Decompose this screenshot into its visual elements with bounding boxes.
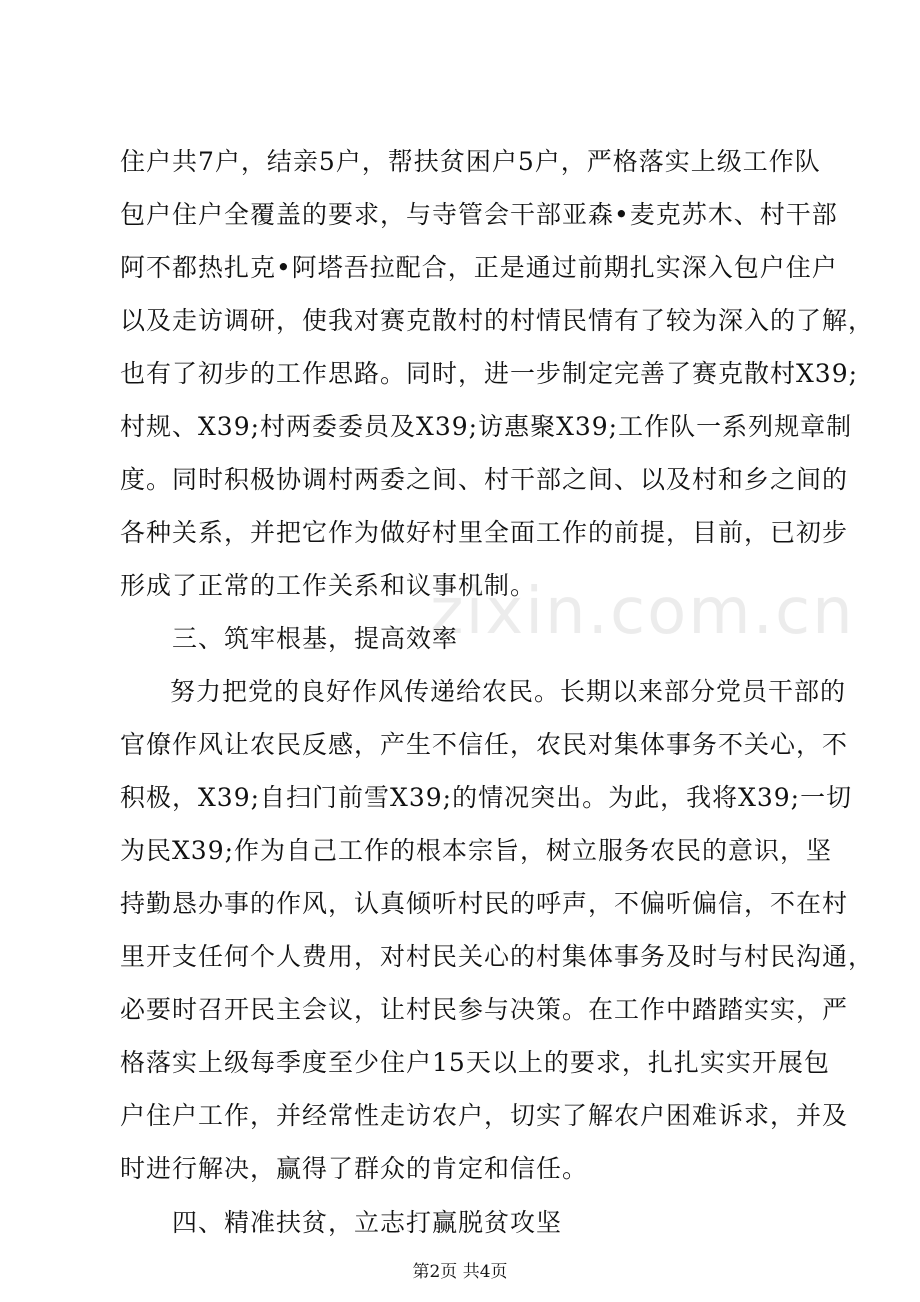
paragraph-2-line-9: 户住户工作，并经常性走访农户，切实了解农户困难诉求，并及 (120, 1101, 849, 1130)
paragraph-2-line-8: 格落实上级每季度至少住户15天以上的要求，扎扎实实开展包 (120, 1048, 830, 1077)
section-heading-4: 四、精准扶贫，立志打赢脱贫攻坚 (172, 1208, 563, 1237)
paragraph-1-line-1: 住户共7户，结亲5户，帮扶贫困户5户，严格落实上级工作队 (120, 147, 821, 176)
paragraph-1-line-4: 以及走访调研，使我对赛克散村的村情民情有了较为深入的了解， (120, 306, 875, 335)
paragraph-2-line-6: 里开支任何个人费用，对村民关心的村集体事务及时与村民沟通， (120, 942, 875, 971)
paragraph-2-line-5: 持勤恳办事的作风，认真倾听村民的呼声，不偏听偏信，不在村 (120, 889, 849, 918)
paragraph-2-line-2: 官僚作风让农民反感，产生不信任，农民对集体事务不关心，不 (120, 730, 849, 759)
watermark: zixin.com.cn (430, 575, 855, 649)
paragraph-2-line-1: 努力把党的良好作风传递给农民。长期以来部分党员干部的 (170, 677, 847, 706)
section-heading-3: 三、筑牢根基，提高效率 (172, 624, 459, 653)
paragraph-1-line-9: 形成了正常的工作关系和议事机制。 (120, 571, 537, 600)
paragraph-2-line-4: 为民X39;作为自己工作的根本宗旨，树立服务农民的意识，坚 (120, 836, 833, 865)
paragraph-1-line-6: 村规、X39;村两委委员及X39;访惠聚X39;工作队一系列规章制 (120, 412, 853, 441)
paragraph-1-line-5: 也有了初步的工作思路。同时，进一步制定完善了赛克散村X39; (120, 359, 859, 388)
page-footer: 第2页 共4页 (412, 1262, 508, 1282)
paragraph-1-line-3: 阿不都热扎克•阿塔吾拉配合，正是通过前期扎实深入包户住户 (120, 253, 838, 282)
paragraph-2-line-3: 积极，X39;自扫门前雪X39;的情况突出。为此，我将X39;一切 (120, 783, 853, 812)
paragraph-1-line-2: 包户住户全覆盖的要求，与寺管会干部亚森•麦克苏木、村干部 (120, 200, 838, 229)
paragraph-1-line-7: 度。同时积极协调村两委之间、村干部之间、以及村和乡之间的 (120, 465, 849, 494)
paragraph-2-line-7: 必要时召开民主会议，让村民参与决策。在工作中踏踏实实，严 (120, 995, 849, 1024)
paragraph-2-line-10: 时进行解决，赢得了群众的肯定和信任。 (120, 1154, 589, 1183)
paragraph-1-line-8: 各种关系，并把它作为做好村里全面工作的前提，目前，已初步 (120, 518, 849, 547)
